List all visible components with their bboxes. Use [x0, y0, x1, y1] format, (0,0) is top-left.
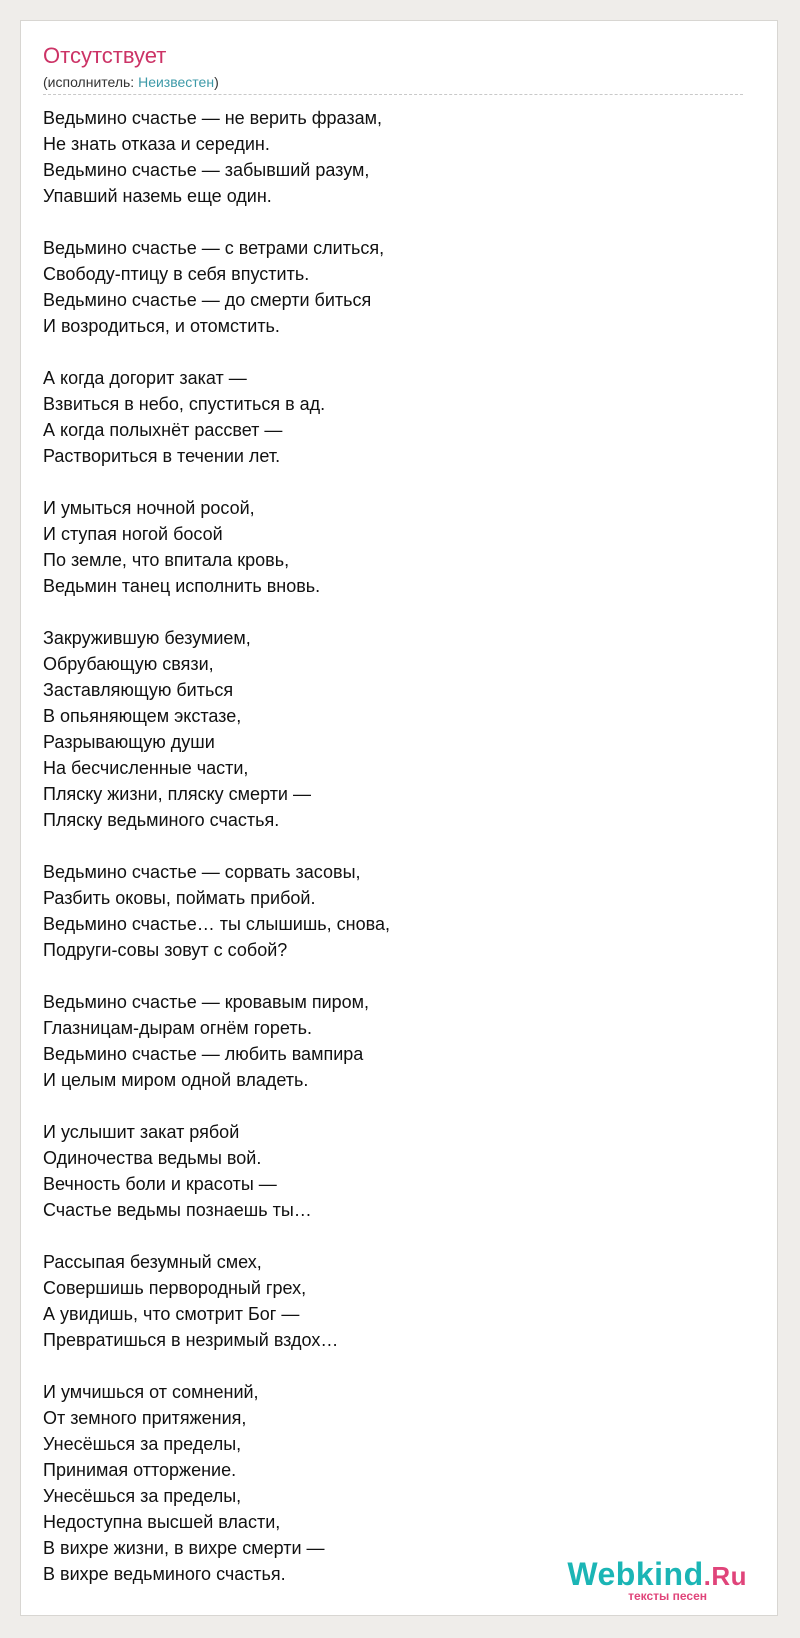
lyric-line: В вихре ведьминого счастья. [43, 1564, 286, 1584]
title-divider [43, 94, 743, 95]
logo-wordmark [567, 1557, 747, 1593]
lyric-line: Ведьмино счастье — кровавым пиром, [43, 992, 370, 1012]
lyrics-stanza [43, 859, 743, 963]
lyric-line: А увидишь, что смотрит Бог — [43, 1304, 300, 1324]
logo-tagline: тексты песен [628, 1589, 707, 1603]
lyric-line: На бесчисленные части, [43, 758, 249, 778]
lyrics-card [20, 20, 778, 1616]
lyric-line: Ведьмино счастье — сорвать засовы, [43, 862, 361, 882]
lyric-line: Ведьмино счастье — не верить фразам, [43, 108, 382, 128]
lyric-line: Обрубающую связи, [43, 654, 214, 674]
lyric-line: И умыться ночной росой, [43, 498, 255, 518]
lyric-line: Раствориться в течении лет. [43, 446, 281, 466]
lyric-line: Разрывающую души [43, 732, 215, 752]
lyric-line: Вечность боли и красоты — [43, 1174, 277, 1194]
lyric-line: Недоступна высшей власти, [43, 1512, 281, 1532]
lyrics-stanza [43, 625, 743, 833]
lyric-line: Превратишься в незримый вздох… [43, 1330, 339, 1350]
artist-suffix: ) [214, 74, 219, 90]
lyric-line: От земного притяжения, [43, 1408, 247, 1428]
lyrics-body [43, 105, 743, 1613]
lyric-line: А когда догорит закат — [43, 368, 247, 388]
lyrics-stanza [43, 1119, 743, 1223]
lyric-line: Заставляющую биться [43, 680, 234, 700]
lyric-line: Одиночества ведьмы вой. [43, 1148, 262, 1168]
lyrics-stanza [43, 365, 743, 469]
lyric-line: Ведьмино счастье… ты слышишь, снова, [43, 914, 390, 934]
lyric-line: Совершишь первородный грех, [43, 1278, 307, 1298]
lyrics-stanza [43, 989, 743, 1093]
lyric-line: Ведьмин танец исполнить вновь. [43, 576, 321, 596]
lyric-line: Свободу-птицу в себя впустить. [43, 264, 310, 284]
lyric-line: Счастье ведьмы познаешь ты… [43, 1200, 312, 1220]
lyric-line: Взвиться в небо, спуститься в ад. [43, 394, 326, 414]
lyric-line: Подруги-совы зовут с собой? [43, 940, 288, 960]
artist-link[interactable]: Неизвестен [138, 74, 215, 90]
lyrics-stanza [43, 1249, 743, 1353]
logo-tld: .Ru [703, 1561, 747, 1591]
lyric-line: И умчишься от сомнений, [43, 1382, 259, 1402]
lyrics-stanza [43, 105, 743, 209]
lyric-line: А когда полыхнёт рассвет — [43, 420, 283, 440]
lyric-line: Ведьмино счастье — забывший разум, [43, 160, 370, 180]
lyric-line: Пляску ведьминого счастья. [43, 810, 280, 830]
lyric-line: И ступая ногой босой [43, 524, 223, 544]
lyric-line: Унесёшься за пределы, [43, 1434, 242, 1454]
artist-prefix: (исполнитель: [43, 74, 139, 90]
lyric-line: Ведьмино счастье — любить вампира [43, 1044, 364, 1064]
artist-line [43, 73, 219, 91]
lyric-line: Глазницам-дырам огнём гореть. [43, 1018, 312, 1038]
lyric-line: Разбить оковы, поймать прибой. [43, 888, 316, 908]
lyrics-stanza [43, 235, 743, 339]
logo-main-text: Webkind [567, 1556, 704, 1592]
lyric-line: Не знать отказа и середин. [43, 134, 270, 154]
lyric-line: Ведьмино счастье — до смерти биться [43, 290, 372, 310]
lyric-line: И возродиться, и отомстить. [43, 316, 280, 336]
lyric-line: И целым миром одной владеть. [43, 1070, 309, 1090]
lyric-line: Закружившую безумием, [43, 628, 251, 648]
lyric-line: Унесёшься за пределы, [43, 1486, 242, 1506]
lyrics-stanza [43, 495, 743, 599]
lyric-line: В опьяняющем экстазе, [43, 706, 242, 726]
lyric-line: Упавший наземь еще один. [43, 186, 272, 206]
song-title: Отсутствует [43, 43, 167, 68]
lyric-line: Ведьмино счастье — с ветрами слиться, [43, 238, 385, 258]
lyric-line: Принимая отторжение. [43, 1460, 237, 1480]
site-logo[interactable] [547, 1557, 747, 1601]
lyric-line: Пляску жизни, пляску смерти — [43, 784, 311, 804]
lyric-line: И услышит закат рябой [43, 1122, 240, 1142]
lyric-line: Рассыпая безумный смех, [43, 1252, 262, 1272]
lyric-line: По земле, что впитала кровь, [43, 550, 290, 570]
lyric-line: В вихре жизни, в вихре смерти — [43, 1538, 325, 1558]
